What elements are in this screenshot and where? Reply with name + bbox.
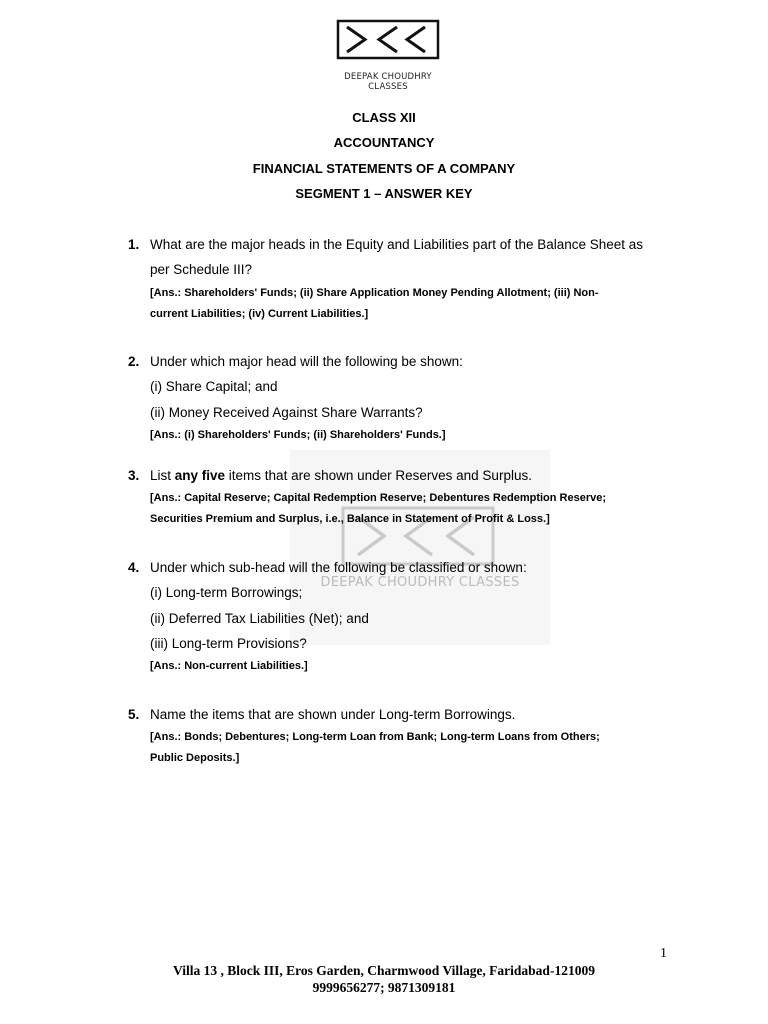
topic-heading: FINANCIAL STATEMENTS OF A COMPANY xyxy=(252,160,516,176)
footer-phones: 9999656277; 9871309181 xyxy=(312,980,456,995)
question-2 xyxy=(128,349,688,446)
logo-text: DEEPAK CHOUDHRY CLASSES xyxy=(344,72,432,92)
question-text: Name the items that are shown under Long-term Borrowings. xyxy=(150,707,516,722)
answer-text: [Ans.: Shareholders' Funds; (ii) Share Application Money Pending Allotment; (iii) Non- xyxy=(150,286,599,299)
document-headings xyxy=(0,108,768,209)
segment-heading: SEGMENT 1 – ANSWER KEY xyxy=(295,185,473,201)
answer-text: [Ans.: Bonds; Debentures; Long-term Loan from Bank; Long-term Loans from Others; xyxy=(150,731,600,744)
question-number: 4. xyxy=(128,560,140,575)
question-number: 2. xyxy=(128,354,140,369)
question-text: What are the major heads in the Equity and Liabilities part of the Balance Sheet as xyxy=(150,237,644,252)
question-text: List any five items that are shown under Reserves and Surplus. xyxy=(150,468,532,483)
logo xyxy=(335,18,441,92)
question-1 xyxy=(128,232,688,325)
footer-address: Villa 13 , Block III, Eros Garden, Charmwood Village, Faridabad-121009 xyxy=(173,963,595,978)
question-text: Under which sub-head will the following be classified or shown: xyxy=(150,560,527,575)
question-5 xyxy=(128,702,688,769)
answer-text: current Liabilities; (iv) Current Liabilities.] xyxy=(150,307,369,320)
question-text: (iii) Long-term Provisions? xyxy=(150,635,307,651)
logo-mark-icon xyxy=(335,18,441,72)
answer-text: [Ans.: Non-current Liabilities.] xyxy=(150,660,308,673)
question-4 xyxy=(128,555,688,677)
answer-text: Public Deposits.] xyxy=(150,752,240,765)
question-text: Under which major head will the following be shown: xyxy=(150,354,463,369)
question-text: (i) Long-term Borrowings; xyxy=(150,585,303,601)
question-text: (ii) Money Received Against Share Warrants? xyxy=(150,404,423,420)
question-number: 5. xyxy=(128,707,140,722)
class-heading: CLASS XII xyxy=(352,110,416,125)
question-text: (i) Share Capital; and xyxy=(150,379,278,395)
question-number: 1. xyxy=(128,237,140,252)
question-text: (ii) Deferred Tax Liabilities (Net); and xyxy=(150,610,369,626)
answer-text: [Ans.: (i) Shareholders' Funds; (ii) Shareholders' Funds.] xyxy=(150,428,446,441)
subject-heading: ACCOUNTANCY xyxy=(333,135,435,151)
question-3 xyxy=(128,463,688,530)
question-number: 3. xyxy=(128,468,140,483)
watermark-text: DEEPAK CHOUDHRY CLASSES xyxy=(320,575,520,590)
answer-text: [Ans.: Capital Reserve; Capital Redemption Reserve; Debentures Redemption Reserve; xyxy=(150,492,607,505)
page-number: 1 xyxy=(660,946,667,961)
footer xyxy=(0,962,768,996)
answer-text: Securities Premium and Surplus, i.e., Balance in Statement of Profit & Loss.] xyxy=(150,513,550,526)
question-text: per Schedule III? xyxy=(150,262,253,278)
